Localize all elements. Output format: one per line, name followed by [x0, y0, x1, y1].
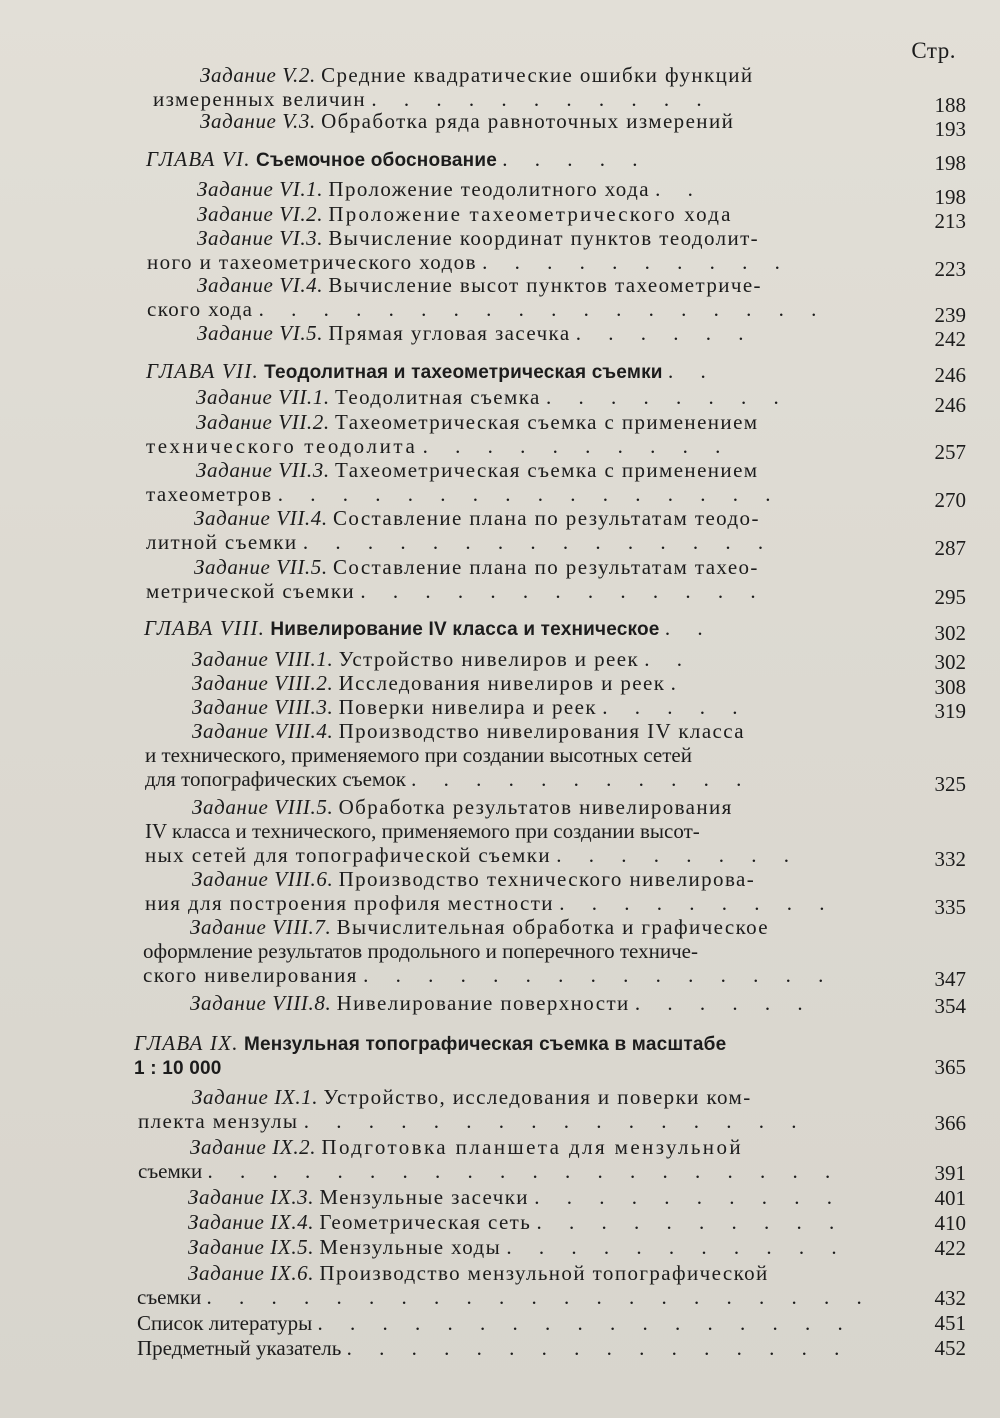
entry-title: Тахеометрическая съемка с применением	[334, 458, 759, 482]
page-number: 451	[934, 1311, 966, 1335]
entry-title: Предметный указатель	[137, 1336, 342, 1360]
leader-dots: . .	[664, 616, 714, 640]
entry-title-cont: съемки	[137, 1285, 202, 1309]
entry-label: Задание VIII.2.	[192, 671, 334, 695]
entry-label: Задание VII.3.	[196, 458, 330, 482]
entry-title: Производство нивелирования IV класса	[338, 719, 745, 743]
page-number: 325	[934, 772, 966, 796]
toc-line	[200, 62, 753, 88]
page-number: 213	[934, 209, 966, 233]
toc-line	[188, 1184, 843, 1210]
toc-line	[134, 1054, 222, 1080]
entry-title: Мензульные засечки	[319, 1185, 529, 1209]
entry-title: Составление плана по результатам тахео-	[332, 555, 759, 579]
leader-dots: . . . . . . . . . . .	[371, 87, 713, 111]
entry-label: Задание VII.2.	[196, 410, 330, 434]
entry-title-cont: IV класса и технического, применяемого при создании высот-	[145, 819, 700, 843]
toc-line	[192, 866, 755, 892]
toc-line	[192, 694, 748, 720]
entry-title: Обработка ряда равноточных измерений	[321, 109, 735, 133]
entry-title-cont: литной съемки	[146, 530, 298, 554]
entry-title: Составление плана по результатам теодо-	[332, 506, 760, 530]
toc-line	[146, 433, 731, 459]
entry-title-cont: ского хода	[147, 297, 254, 321]
toc-line	[194, 505, 760, 531]
page-number: 239	[934, 303, 966, 327]
entry-title-cont: тахеометров	[146, 482, 273, 506]
leader-dots: . . . . . . . . . . . . . . . . .	[317, 1311, 854, 1335]
leader-dots: . . . . . . . . . . .	[506, 1235, 848, 1259]
leader-dots: . . . . . . . . . . . . . . . .	[277, 482, 782, 506]
leader-dots: . . . . . . . . . . . . . . . . . .	[258, 297, 828, 321]
entry-title: Прямая угловая засечка	[328, 321, 571, 345]
entry-title-cont: ных сетей для топографической съемки	[145, 843, 551, 867]
leader-dots: . . . . .	[602, 695, 749, 719]
page-number: 198	[934, 151, 966, 175]
toc-line	[194, 554, 759, 580]
toc-line	[138, 1108, 807, 1134]
leader-dots: . .	[644, 647, 694, 671]
toc-line	[196, 409, 758, 435]
leader-dots: . . . . . . . . . . . . . . . . . . . . .	[206, 1285, 873, 1309]
leader-dots: . . . . . . . . . .	[534, 1185, 843, 1209]
page-number: 188	[934, 93, 966, 117]
toc-line	[197, 176, 704, 202]
toc-line	[192, 670, 687, 696]
entry-label: Задание VIII.1.	[192, 647, 334, 671]
entry-label: Задание VIII.7.	[190, 915, 332, 939]
leader-dots: . . . . .	[502, 147, 649, 171]
toc-line	[200, 108, 734, 134]
toc-line	[192, 794, 733, 820]
entry-title: Средние квадратические ошибки функций	[321, 63, 754, 87]
page-number: 432	[934, 1286, 966, 1310]
entry-title: Обработка результатов нивелирования	[338, 795, 733, 819]
leader-dots: . . . . . . . . .	[559, 891, 836, 915]
toc-line	[190, 914, 769, 940]
toc-line	[137, 1284, 873, 1310]
entry-label: Задание VII.5.	[194, 555, 328, 579]
entry-label: Задание VI.3.	[197, 226, 324, 250]
page-number: 302	[934, 621, 966, 645]
page-number: 198	[934, 185, 966, 209]
entry-title: Проложение теодолитного хода	[328, 177, 650, 201]
entry-label: Задание VIII.3.	[192, 695, 334, 719]
entry-title-cont: плекта мензулы	[138, 1109, 299, 1133]
toc-line	[146, 529, 774, 555]
toc-line	[145, 818, 700, 844]
entry-title: Вычисление высот пунктов тахеометриче-	[328, 273, 762, 297]
entry-title-cont: ния для построения профиля местности	[145, 891, 554, 915]
entry-title-cont: и технического, применяемого при создании высотных сетей	[145, 743, 692, 767]
entry-label: Задание IX.2.	[190, 1135, 317, 1159]
leader-dots: . . . . . . . . . . . . .	[360, 579, 767, 603]
entry-label: Задание VI.4.	[197, 273, 324, 297]
page-number: 335	[934, 895, 966, 919]
entry-title: Нивелирование поверхности	[336, 991, 630, 1015]
entry-label: Задание VIII.4.	[192, 719, 334, 743]
leader-dots: . . . . . . . . . . . . . . . . . . . .	[207, 1159, 842, 1183]
page-number: 410	[934, 1211, 966, 1235]
entry-title: Проложение тахеометрического хода	[328, 202, 733, 226]
entry-label: Задание VII.1.	[196, 385, 330, 409]
leader-dots: . . . . . . . . . .	[536, 1210, 846, 1234]
page-number: 287	[934, 536, 966, 560]
entry-title: Мензульные ходы	[319, 1235, 502, 1259]
chapter-title: Съемочное обоснование	[255, 150, 498, 171]
toc-line	[143, 938, 698, 964]
entry-label: Задание VI.2.	[197, 202, 324, 226]
entry-title-cont: ского нивелирования	[143, 963, 358, 987]
toc-line	[137, 1335, 850, 1361]
chapter-label: ГЛАВА VII.	[146, 359, 259, 383]
toc-line	[137, 1310, 854, 1336]
page-number: 354	[934, 994, 966, 1018]
entry-title: Вычислительная обработка и графическое	[336, 915, 770, 939]
page-number: 347	[934, 967, 966, 991]
page-number: 193	[934, 117, 966, 141]
entry-label: Задание VI.5.	[197, 321, 324, 345]
page-number: 365	[934, 1055, 966, 1079]
toc-line	[145, 742, 692, 768]
chapter-title: Нивелирование IV класса и техническое	[270, 619, 660, 640]
entry-title-cont: метрической съемки	[146, 579, 356, 603]
toc-line	[145, 890, 835, 916]
page-number: 308	[934, 675, 966, 699]
entry-title: Список литературы	[137, 1311, 313, 1335]
page-number: 270	[934, 488, 966, 512]
entry-title: Исследования нивелиров и реек	[338, 671, 666, 695]
toc-line	[147, 296, 827, 322]
entry-label: Задание V.2.	[200, 63, 316, 87]
chapter-label: ГЛАВА VI.	[146, 147, 251, 171]
leader-dots: . .	[667, 359, 717, 383]
toc-line	[138, 1158, 841, 1184]
toc-line	[192, 646, 693, 672]
entry-title: Производство технического нивелирова-	[338, 867, 756, 891]
leader-dots: . . . . . .	[575, 321, 755, 345]
entry-title: Подготовка планшета для мензульной	[321, 1135, 743, 1159]
entry-title: Геометрическая сеть	[319, 1210, 532, 1234]
entry-label: Задание IX.5.	[188, 1235, 315, 1259]
leader-dots: . . . . . . . .	[556, 843, 800, 867]
page-number: 257	[934, 440, 966, 464]
toc-line	[145, 842, 800, 868]
leader-dots: . .	[655, 177, 704, 201]
toc-line	[146, 578, 767, 604]
leader-dots: .	[670, 671, 687, 695]
leader-dots: . . . . . . . . . . .	[411, 767, 753, 791]
page-number: 246	[934, 363, 966, 387]
page-number: 366	[934, 1111, 966, 1135]
toc-line	[192, 718, 745, 744]
toc-line	[146, 481, 782, 507]
leader-dots: . . . . . . . . . . . . . . . .	[346, 1336, 851, 1360]
page-column-header: Стр.	[911, 38, 956, 63]
entry-label: Задание VIII.5.	[192, 795, 334, 819]
entry-title-cont: для топографических съемок	[145, 767, 406, 791]
toc-line	[196, 457, 758, 483]
toc-line	[143, 962, 834, 988]
page-number: 295	[934, 585, 966, 609]
leader-dots: . . . . . . . . . . . . . . .	[363, 963, 835, 987]
toc-line	[188, 1234, 848, 1260]
toc-line	[146, 358, 717, 384]
entry-label: Задание V.3.	[200, 109, 316, 133]
toc-line	[192, 1084, 752, 1110]
leader-dots: . . . . . . . . . .	[482, 250, 791, 274]
entry-label: Задание IX.4.	[188, 1210, 315, 1234]
entry-title: Устройство нивелиров и реек	[338, 647, 640, 671]
entry-label: Задание VII.4.	[194, 506, 328, 530]
entry-title-cont: технического теодолита	[146, 434, 418, 458]
chapter-title-cont: 1 : 10 000	[134, 1058, 222, 1079]
toc-line	[197, 272, 762, 298]
toc-line	[190, 1134, 743, 1160]
toc-line	[197, 320, 755, 346]
leader-dots: . . . . . . . . . .	[422, 434, 732, 458]
chapter-label: ГЛАВА IX.	[134, 1031, 239, 1055]
toc-line	[145, 766, 752, 792]
leader-dots: . . . . . . . .	[545, 385, 790, 409]
toc-line	[190, 990, 814, 1016]
toc-line	[196, 384, 790, 410]
page-number: 302	[934, 650, 966, 674]
entry-label: Задание VIII.8.	[190, 991, 332, 1015]
page-number: 223	[934, 257, 966, 281]
toc-line	[134, 1030, 726, 1056]
entry-label: Задание VIII.6.	[192, 867, 334, 891]
page-number: 391	[934, 1161, 966, 1185]
page-number: 332	[934, 847, 966, 871]
entry-title-cont: измеренных величин	[153, 87, 367, 111]
toc-line	[144, 615, 714, 641]
page-number: 246	[934, 393, 966, 417]
page-number: 401	[934, 1186, 966, 1210]
leader-dots: . . . . . .	[634, 991, 814, 1015]
entry-title: Вычисление координат пунктов теодолит-	[328, 226, 760, 250]
page-number: 242	[934, 327, 966, 351]
leader-dots: . . . . . . . . . . . . . . . .	[303, 1109, 808, 1133]
chapter-title: Теодолитная и тахеометрическая съемки	[264, 362, 663, 383]
entry-title-cont: ного и тахеометрического ходов	[147, 250, 477, 274]
entry-title: Производство мензульной топографической	[319, 1261, 769, 1285]
entry-label: Задание IX.1.	[192, 1085, 319, 1109]
toc-line	[197, 201, 733, 227]
leader-dots: . . . . . . . . . . . . . . .	[302, 530, 775, 554]
entry-title: Поверки нивелира и реек	[338, 695, 597, 719]
toc-line	[146, 146, 649, 172]
entry-label: Задание VI.1.	[197, 177, 324, 201]
entry-title-cont: оформление результатов продольного и поперечного техниче-	[143, 939, 698, 963]
entry-label: Задание IX.3.	[188, 1185, 315, 1209]
toc-line	[188, 1209, 845, 1235]
entry-label: Задание IX.6.	[188, 1261, 315, 1285]
chapter-label: ГЛАВА VIII.	[144, 616, 266, 640]
entry-title: Тахеометрическая съемка с применением	[334, 410, 759, 434]
entry-title: Устройство, исследования и поверки ком-	[323, 1085, 752, 1109]
page-number: 319	[934, 699, 966, 723]
toc-line	[188, 1260, 769, 1286]
page-number: 452	[934, 1336, 966, 1360]
entry-title: Теодолитная съемка	[334, 385, 541, 409]
entry-title-cont: съемки	[138, 1159, 203, 1183]
page-number: 422	[934, 1236, 966, 1260]
toc-line	[197, 225, 759, 251]
chapter-title: Мензульная топографическая съемка в масштабе	[243, 1034, 727, 1055]
